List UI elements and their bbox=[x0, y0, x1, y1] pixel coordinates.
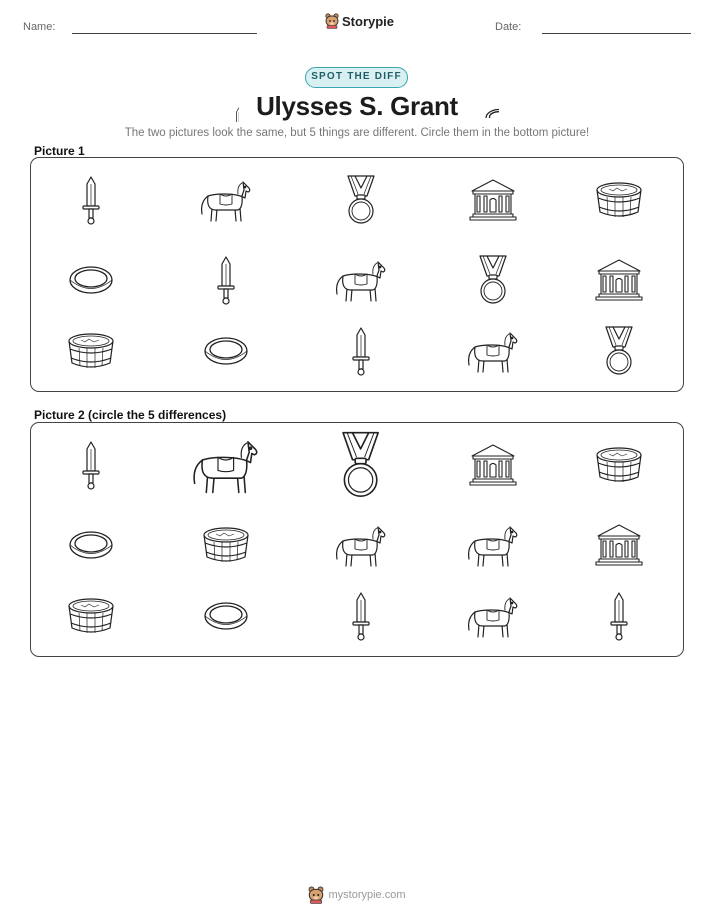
brand-logo bbox=[325, 13, 394, 29]
name-line[interactable] bbox=[72, 33, 257, 34]
building-icon[interactable] bbox=[458, 430, 528, 500]
date-label: Date: bbox=[495, 21, 522, 33]
horse-icon[interactable] bbox=[326, 510, 396, 580]
bear-icon bbox=[308, 886, 324, 904]
horse-icon[interactable] bbox=[458, 510, 528, 580]
sword-icon[interactable] bbox=[326, 581, 396, 651]
instructions: The two pictures look the same, but 5 things are different. Circle them in the bottom picture! bbox=[124, 127, 590, 139]
sword-icon bbox=[191, 245, 261, 315]
sword-icon[interactable] bbox=[56, 430, 126, 500]
horse-icon[interactable] bbox=[458, 581, 528, 651]
bear-icon bbox=[325, 13, 339, 29]
barrel-icon bbox=[56, 316, 126, 386]
date-line[interactable] bbox=[542, 33, 691, 34]
brand-name: Storypie bbox=[342, 13, 395, 29]
title-ring-icon bbox=[469, 96, 499, 118]
horse-icon bbox=[326, 245, 396, 315]
page-title: Ulysses S. Grant bbox=[256, 91, 458, 121]
picture1-panel bbox=[30, 157, 684, 392]
footer bbox=[0, 886, 714, 904]
horse-icon[interactable] bbox=[191, 430, 261, 500]
ring-icon[interactable] bbox=[191, 581, 261, 651]
picture1-grid bbox=[31, 158, 683, 391]
medal-icon bbox=[584, 316, 654, 386]
name-label: Name: bbox=[23, 21, 56, 33]
horse-icon bbox=[458, 316, 528, 386]
footer-site: mystorypie.com bbox=[328, 889, 406, 901]
title-sword-icon bbox=[219, 92, 239, 122]
medal-icon[interactable] bbox=[326, 430, 396, 500]
picture2-panel[interactable] bbox=[30, 422, 684, 657]
sword-icon bbox=[56, 165, 126, 235]
barrel-icon bbox=[584, 165, 654, 235]
barrel-icon[interactable] bbox=[584, 430, 654, 500]
building-icon[interactable] bbox=[584, 510, 654, 580]
ring-icon[interactable] bbox=[56, 510, 126, 580]
activity-badge: SPOT THE DIFF bbox=[305, 67, 408, 88]
medal-icon bbox=[326, 165, 396, 235]
barrel-icon[interactable] bbox=[56, 581, 126, 651]
picture2-label: Picture 2 (circle the 5 differences) bbox=[34, 408, 227, 422]
picture2-grid[interactable] bbox=[31, 423, 683, 656]
ring-icon bbox=[56, 245, 126, 315]
building-icon bbox=[584, 245, 654, 315]
sword-icon[interactable] bbox=[584, 581, 654, 651]
picture1-label: Picture 1 bbox=[34, 144, 85, 158]
building-icon bbox=[458, 165, 528, 235]
sword-icon bbox=[326, 316, 396, 386]
barrel-icon[interactable] bbox=[191, 510, 261, 580]
ring-icon bbox=[191, 316, 261, 386]
horse-icon bbox=[191, 165, 261, 235]
medal-icon bbox=[458, 245, 528, 315]
